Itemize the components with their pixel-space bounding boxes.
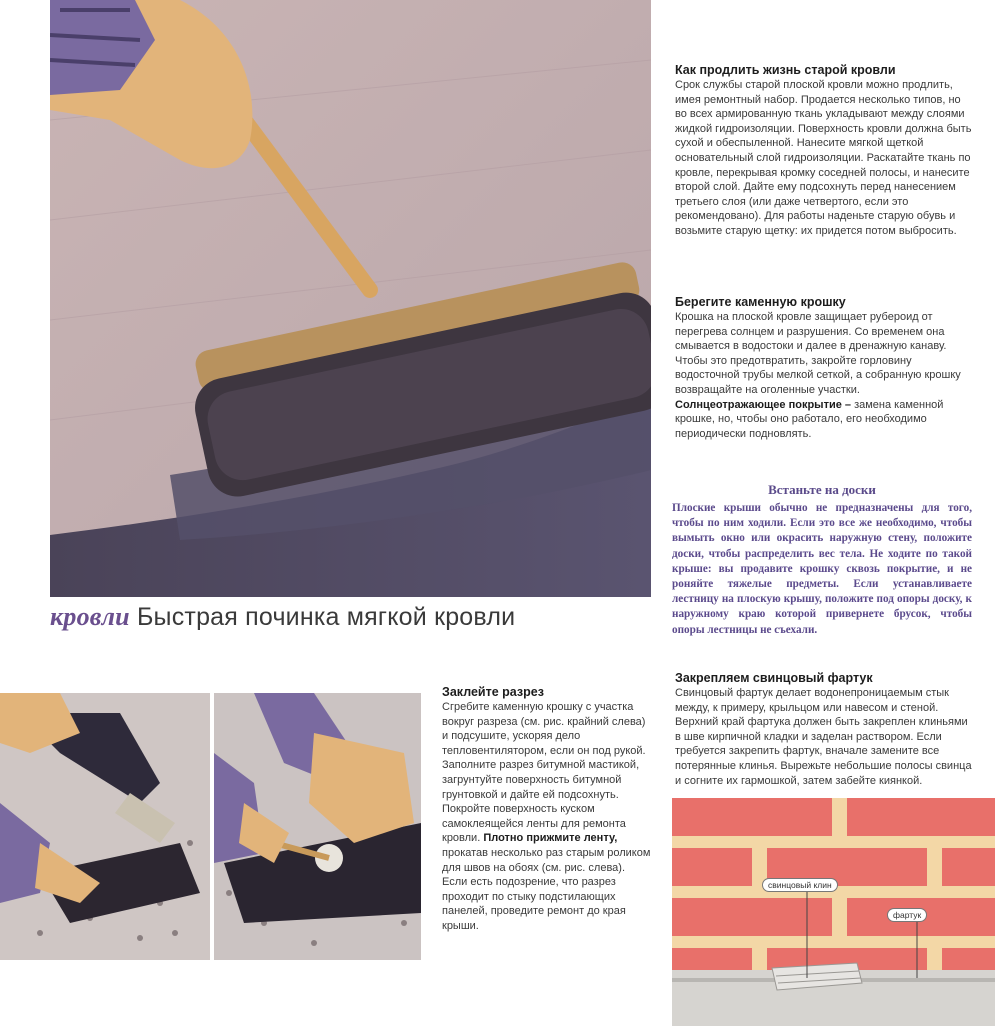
article-extend-roof-life — [675, 63, 972, 239]
article-body-part2: прокатав несколько раз старым роликом для швов на обоях (см. рис. слева). Если есть подозрение, что разрез проходит по стыку подстилающих панелей, проведите ремонт до края крыши. — [442, 846, 651, 932]
article-protect-gravel — [675, 295, 972, 441]
article-lead-apron — [675, 671, 972, 788]
article-body: Срок службы старой плоской кровли можно продлить, имея ремонтный набор. Продается несколько типов, но во всех армированную ткань укладывают между слоями жидкой гидроизоляции. Поверхность кровли должна быть сухой и обеспыленной. Нанесите мягкой щеткой основательный слой гидроизоляции. Раскатайте ткань по кровле, перекрывая кромку соседней полосы, и нанесите второй слой. Дайте ему подсохнуть перед нанесением третьего слоя (или даже четвертого, если это рекомендовано). Для работы наденьте старую обувь и возьмите старую щетку: их придется потом выбросить. — [675, 79, 972, 237]
tip-body: Плоские крыши обычно не предназначены для того, чтобы по ним ходили. Если это все же необходимо, чтобы вымыть окно или окрасить наружную стену, положите доски, чтобы распределить вес тела. Не ходите по такой крыше: вы продавите крошку сквозь покрытие, и не роняйте тяжелые предметы. Если устанавливаете лестницу на плоскую крышу, положите под опоры доску, к наружному краю которой привернете брусок, чтобы опоры лестницы не съехали. — [672, 502, 972, 636]
article-lead: Солнцеотражающее покрытие – — [675, 398, 852, 411]
sweeping-roof-photo — [50, 0, 651, 597]
label-apron: фартук — [887, 908, 927, 922]
section-title-text: Быстрая починка мягкой кровли — [136, 603, 516, 631]
article-body: Свинцовый фартук делает водонепроницаемым стык между, к примеру, крыльцом или навесом и стеной. Верхний край фартука должен быть закреплен клиньями в шве кирпичной кладки и заделан раствором. Если требуется закрепить фартук, вначале замените все потерянные клинья. Вырежьте небольшие полосы свинца и согните их гармошкой, затем забейте киянкой. — [675, 687, 972, 787]
article-seal-cut — [442, 685, 652, 934]
section-keyword: кровли — [50, 602, 130, 631]
roller-photo — [214, 693, 421, 960]
article-heading: Как продлить жизнь старой кровли — [675, 63, 896, 77]
section-title — [50, 602, 515, 632]
roller-illustration — [214, 693, 421, 960]
article-heading: Берегите каменную крошку — [675, 295, 846, 309]
article-body — [442, 700, 652, 934]
article-body-part2: замена каменной крошке, но, чтобы оно работало, его необходимо периодически подновлять. — [675, 398, 944, 440]
article-body — [675, 310, 972, 441]
heat-gun-photo — [0, 693, 210, 960]
article-body-part1: Крошка на плоской кровле защищает рубероид от перегрева солнцем и разрушения. Со временем она смывается в водостоки и далее в дренажную канаву. Чтобы это предотвратить, закройте горловину водосточной трубы мелкой сеткой, а собранную крошку возвращайте на оголенные участки. — [675, 311, 961, 396]
brick-wall-illustration — [672, 798, 995, 1026]
heat-gun-illustration — [0, 693, 210, 960]
article-heading: Закрепляем свинцовый фартук — [675, 671, 873, 685]
sweeping-roof-illustration — [50, 0, 651, 597]
lead-apron-diagram — [672, 798, 995, 1026]
tip-box — [672, 482, 972, 638]
article-lead: Плотно прижмите ленту, — [483, 832, 618, 845]
tip-title: Встаньте на доски — [768, 482, 876, 497]
label-lead-wedge: свинцовый клин — [762, 878, 838, 892]
article-heading: Заклейте разрез — [442, 685, 544, 699]
article-body-part1: Сгребите каменную крошку с участка вокруг разреза (см. рис. крайний слева) и подсушите, ускоряя дело тепловентилятором, если он под рукой. Заполните разрез битумной мастикой, загрунтуйте поверхность битумной грунтовкой и дайте ей подсохнуть. Покройте поверхность куском самоклеящейся ленты для ремонта кровли. — [442, 701, 646, 845]
